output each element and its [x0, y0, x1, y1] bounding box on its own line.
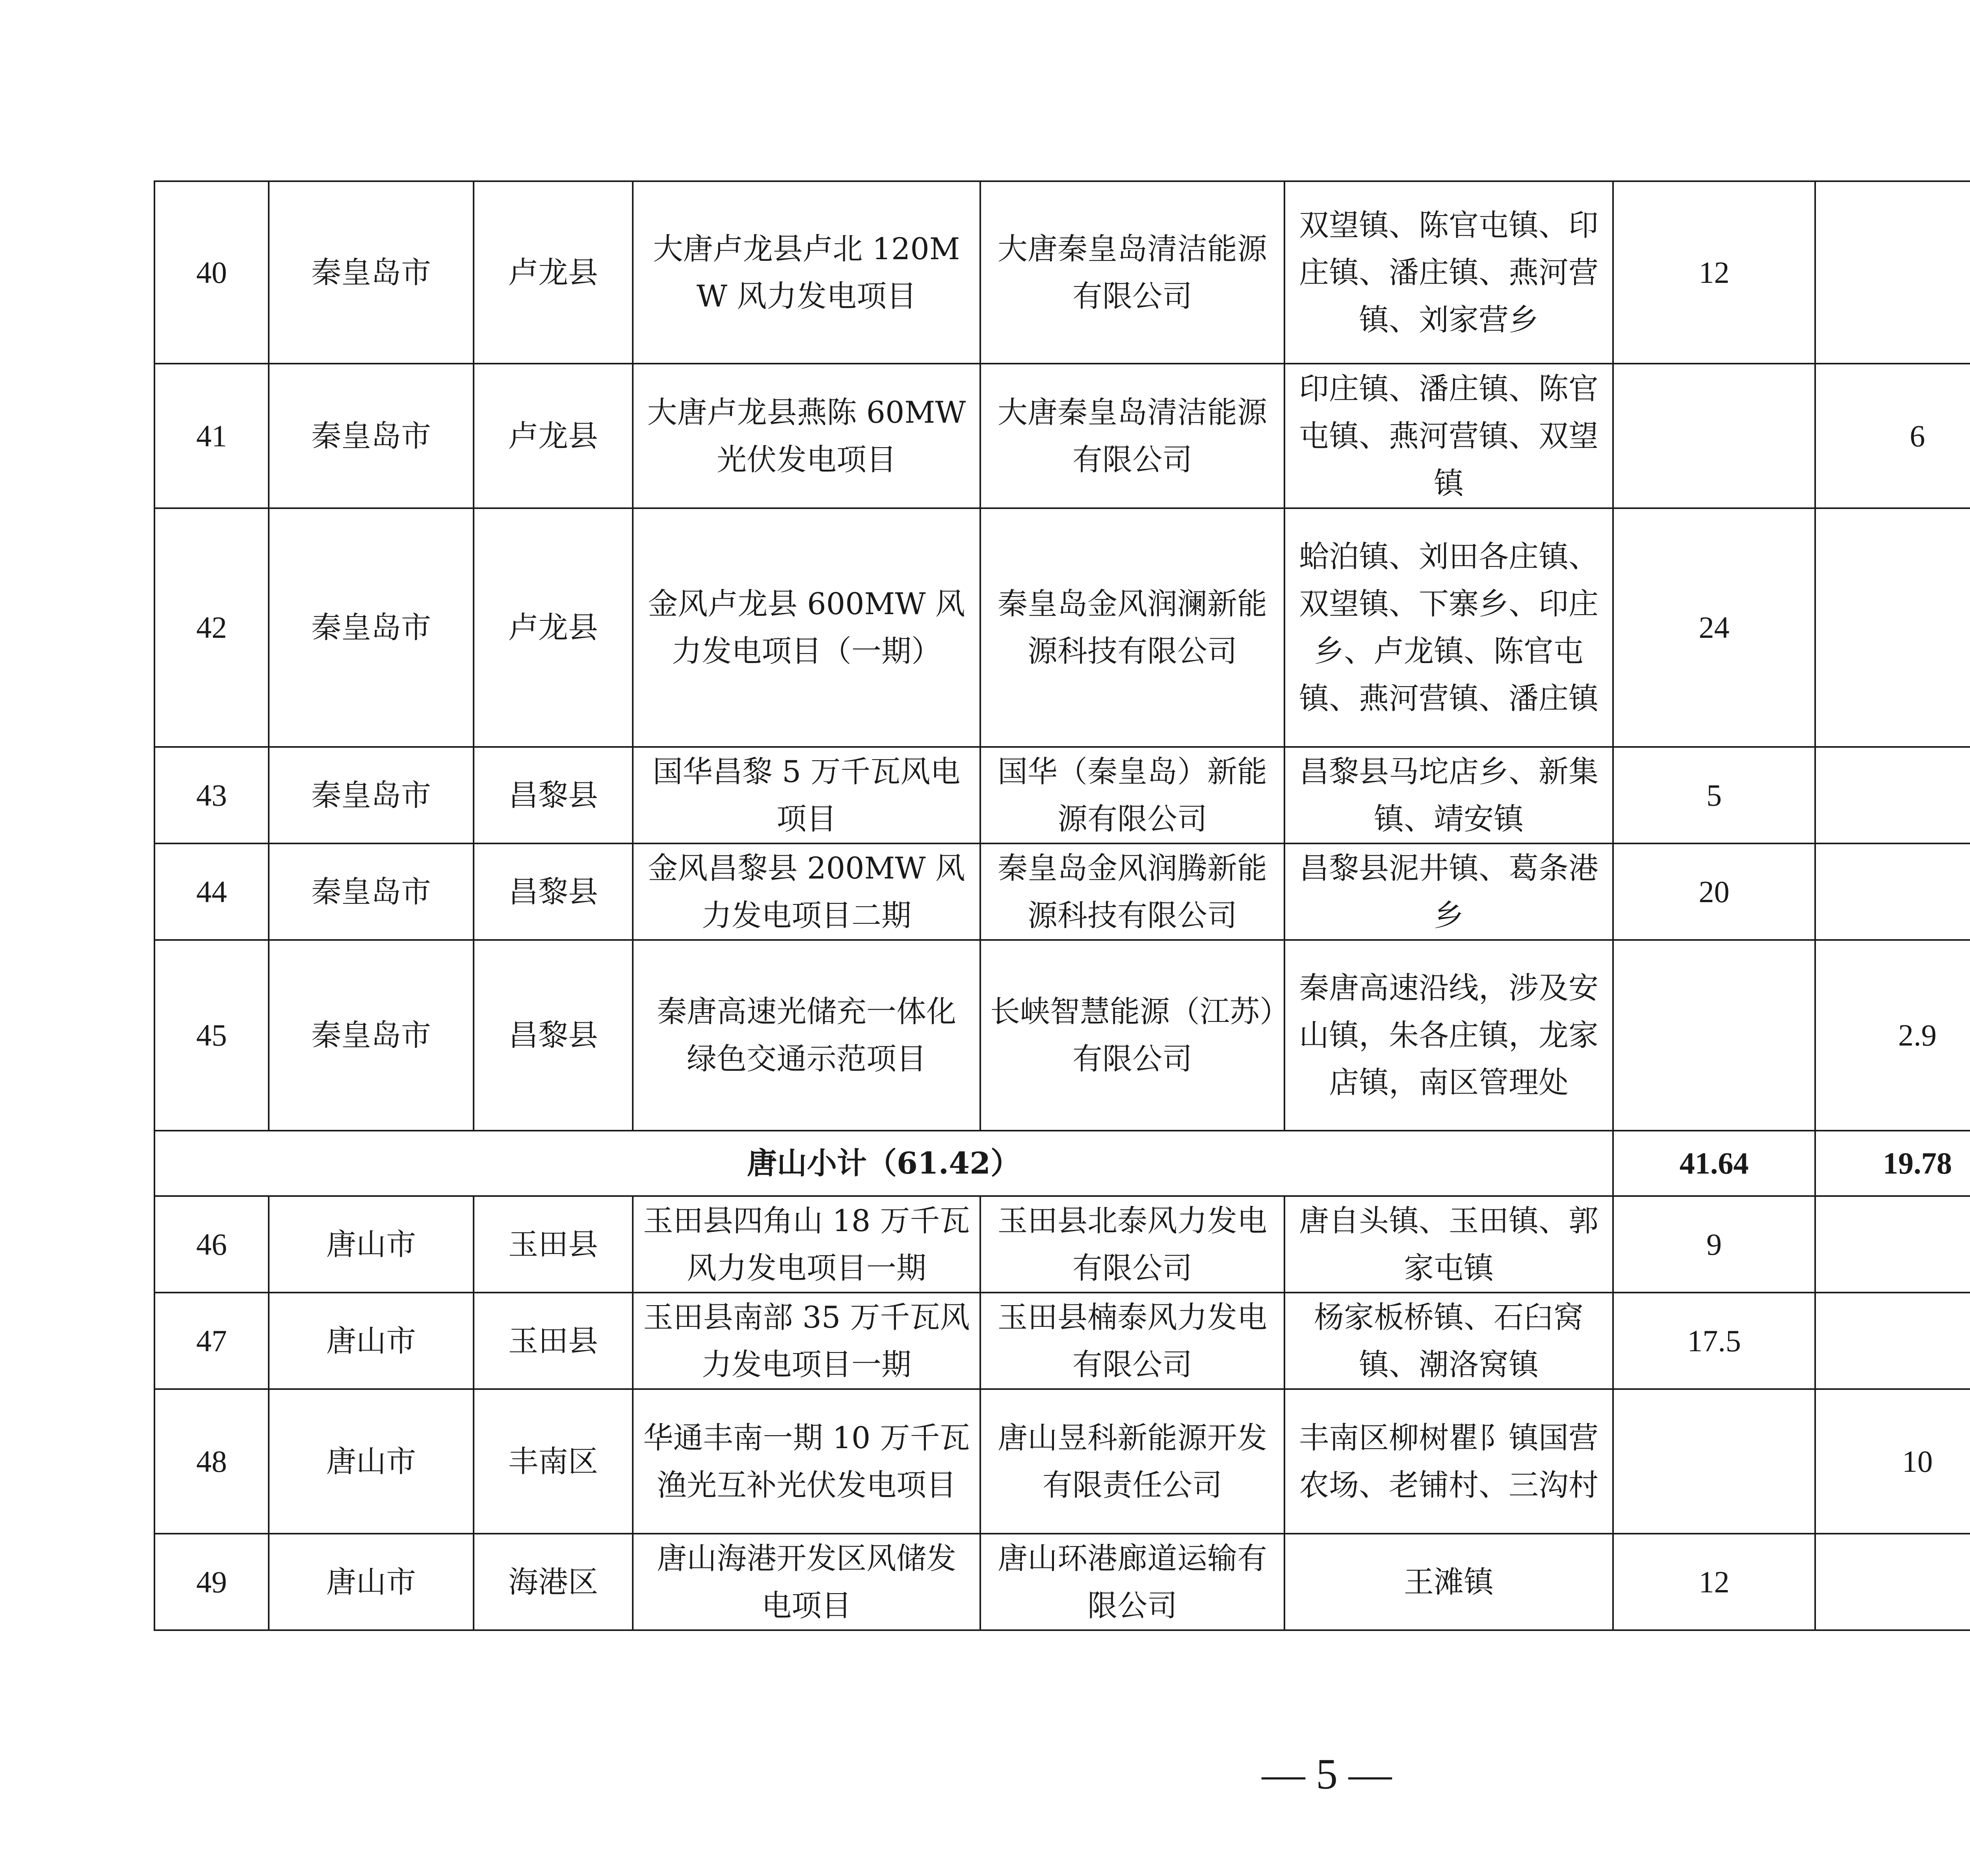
location-cell: 秦唐高速沿线，涉及安山镇，朱各庄镇，龙家店镇，南区管理处	[1284, 940, 1613, 1131]
wind-capacity-cell: 17.5	[1613, 1293, 1815, 1389]
row-number: 44	[154, 843, 269, 940]
wind-capacity-cell	[1613, 1389, 1815, 1534]
table-row	[154, 1389, 1970, 1534]
county-cell: 昌黎县	[474, 940, 633, 1131]
table-row	[154, 181, 1970, 364]
location-cell: 王滩镇	[1284, 1534, 1613, 1630]
project-name-cell: 玉田县四角山 18 万千瓦风力发电项目一期	[633, 1196, 980, 1293]
location-cell: 唐自头镇、玉田镇、郭家屯镇	[1284, 1196, 1613, 1293]
project-name-cell: 大唐卢龙县燕陈 60MW 光伏发电项目	[633, 364, 980, 508]
solar-capacity-cell	[1815, 181, 1970, 364]
table-row	[154, 1196, 1970, 1293]
solar-capacity-cell	[1815, 1534, 1970, 1630]
row-number: 48	[154, 1389, 269, 1534]
solar-capacity-cell	[1815, 508, 1970, 747]
company-cell: 国华（秦皇岛）新能源有限公司	[980, 747, 1284, 843]
county-cell: 玉田县	[474, 1293, 633, 1389]
solar-capacity-cell	[1815, 1196, 1970, 1293]
project-name-cell: 金风昌黎县 200MW 风力发电项目二期	[633, 843, 980, 940]
subtotal-row	[154, 1131, 1970, 1196]
wind-capacity-cell: 9	[1613, 1196, 1815, 1293]
table-row	[154, 843, 1970, 940]
table-row	[154, 940, 1970, 1131]
subtotal-wind: 41.64	[1613, 1131, 1815, 1196]
county-cell: 昌黎县	[474, 747, 633, 843]
solar-capacity-cell: 10	[1815, 1389, 1970, 1534]
county-cell: 卢龙县	[474, 181, 633, 364]
city-cell: 秦皇岛市	[269, 747, 474, 843]
city-cell: 秦皇岛市	[269, 843, 474, 940]
project-name-cell: 唐山海港开发区风储发电项目	[633, 1534, 980, 1630]
company-cell: 玉田县楠泰风力发电有限公司	[980, 1293, 1284, 1389]
location-cell: 蛤泊镇、刘田各庄镇、双望镇、下寨乡、印庄乡、卢龙镇、陈官屯镇、燕河营镇、潘庄镇	[1284, 508, 1613, 747]
location-cell: 双望镇、陈官屯镇、印庄镇、潘庄镇、燕河营镇、刘家营乡	[1284, 181, 1613, 364]
solar-capacity-cell: 2.9	[1815, 940, 1970, 1131]
wind-capacity-cell: 24	[1613, 508, 1815, 747]
solar-capacity-cell: 6	[1815, 364, 1970, 508]
company-cell: 大唐秦皇岛清洁能源有限公司	[980, 364, 1284, 508]
project-name-cell: 华通丰南一期 10 万千瓦渔光互补光伏发电项目	[633, 1389, 980, 1534]
city-cell: 唐山市	[269, 1389, 474, 1534]
project-name-cell: 金风卢龙县 600MW 风力发电项目（一期）	[633, 508, 980, 747]
county-cell: 昌黎县	[474, 843, 633, 940]
row-number: 49	[154, 1534, 269, 1630]
wind-capacity-cell	[1613, 940, 1815, 1131]
row-number: 45	[154, 940, 269, 1131]
county-cell: 卢龙县	[474, 364, 633, 508]
solar-capacity-cell	[1815, 1293, 1970, 1389]
solar-capacity-cell	[1815, 843, 1970, 940]
company-cell: 唐山昱科新能源开发有限责任公司	[980, 1389, 1284, 1534]
table-row	[154, 1293, 1970, 1389]
subtotal-label: 唐山小计（61.42）	[154, 1131, 1613, 1196]
location-cell: 丰南区柳树瞿阝镇国营农场、老铺村、三沟村	[1284, 1389, 1613, 1534]
project-name-cell: 秦唐高速光储充一体化绿色交通示范项目	[633, 940, 980, 1131]
company-cell: 大唐秦皇岛清洁能源有限公司	[980, 181, 1284, 364]
city-cell: 秦皇岛市	[269, 940, 474, 1131]
project-name-cell: 国华昌黎 5 万千瓦风电项目	[633, 747, 980, 843]
table-row	[154, 747, 1970, 843]
city-cell: 唐山市	[269, 1293, 474, 1389]
city-cell: 秦皇岛市	[269, 364, 474, 508]
table-row	[154, 364, 1970, 508]
project-table	[154, 180, 1970, 1631]
project-name-cell: 玉田县南部 35 万千瓦风力发电项目一期	[633, 1293, 980, 1389]
wind-capacity-cell: 20	[1613, 843, 1815, 940]
company-cell: 唐山环港廊道运输有限公司	[980, 1534, 1284, 1630]
wind-capacity-cell	[1613, 364, 1815, 508]
table-row	[154, 1534, 1970, 1630]
project-name-cell: 大唐卢龙县卢北 120MW 风力发电项目	[633, 181, 980, 364]
wind-capacity-cell: 12	[1613, 181, 1815, 364]
table-row	[154, 508, 1970, 747]
row-number: 43	[154, 747, 269, 843]
company-cell: 秦皇岛金风润澜新能源科技有限公司	[980, 508, 1284, 747]
subtotal-solar: 19.78	[1815, 1131, 1970, 1196]
wind-capacity-cell: 12	[1613, 1534, 1815, 1630]
city-cell: 秦皇岛市	[269, 508, 474, 747]
company-cell: 秦皇岛金风润腾新能源科技有限公司	[980, 843, 1284, 940]
row-number: 40	[154, 181, 269, 364]
company-cell: 长峡智慧能源（江苏）有限公司	[980, 940, 1284, 1131]
page-number: — 5 —	[1262, 1750, 1392, 1798]
row-number: 46	[154, 1196, 269, 1293]
county-cell: 卢龙县	[474, 508, 633, 747]
location-cell: 昌黎县马坨店乡、新集镇、靖安镇	[1284, 747, 1613, 843]
city-cell: 秦皇岛市	[269, 181, 474, 364]
county-cell: 丰南区	[474, 1389, 633, 1534]
location-cell: 印庄镇、潘庄镇、陈官屯镇、燕河营镇、双望镇	[1284, 364, 1613, 508]
company-cell: 玉田县北泰风力发电有限公司	[980, 1196, 1284, 1293]
city-cell: 唐山市	[269, 1534, 474, 1630]
row-number: 47	[154, 1293, 269, 1389]
county-cell: 玉田县	[474, 1196, 633, 1293]
row-number: 42	[154, 508, 269, 747]
wind-capacity-cell: 5	[1613, 747, 1815, 843]
solar-capacity-cell	[1815, 747, 1970, 843]
location-cell: 杨家板桥镇、石臼窝镇、潮洛窝镇	[1284, 1293, 1613, 1389]
location-cell: 昌黎县泥井镇、葛条港乡	[1284, 843, 1613, 940]
county-cell: 海港区	[474, 1534, 633, 1630]
city-cell: 唐山市	[269, 1196, 474, 1293]
row-number: 41	[154, 364, 269, 508]
